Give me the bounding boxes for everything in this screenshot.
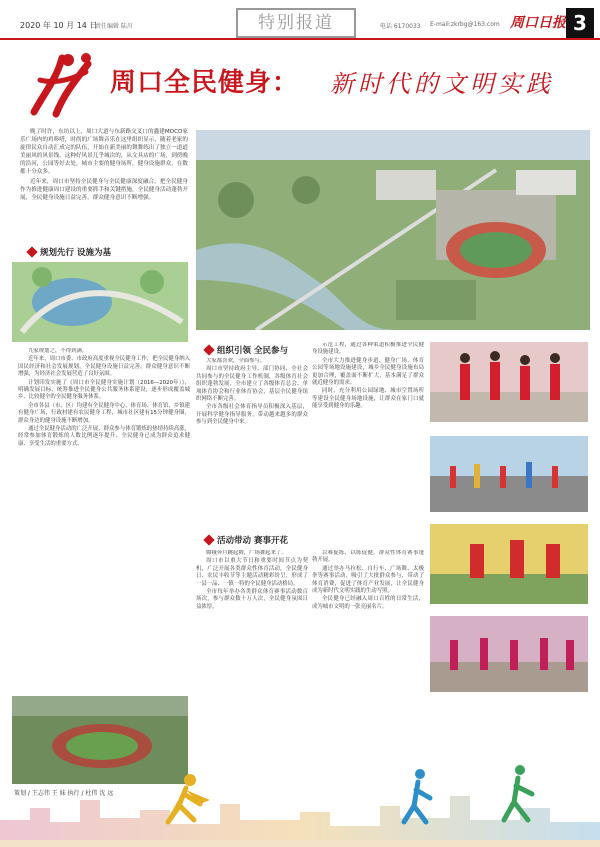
paragraph: 全市各级社会体育指导员积极深入基层，开展科学健身指导服务，带动越来越多的群众参与到全民健身中来。	[196, 404, 308, 426]
section-title: 特别报道	[236, 8, 356, 38]
intro-paragraph: 晚了时许，东坊以上，周口大道与东新路交叉口的鑫建MOCO家乐广场内的鸡哆嗒，时尚的广场舞音乐在这里组织显示，随着老家的旋律民众自动汇成完的队伍，开始在新美丽的舞舞练出了独立一道道美丽风的风景线。这种好风景几乎城次的，从文具店的广场，到傍晚的沿河，公园等好去处，城市主要的健身场所，健身设施群众，在数都十分众多。	[20, 129, 188, 175]
paragraph: 通过全民健身活动的广泛开展，群众参与体育锻炼的热情持续高涨，经常参加体育锻炼的人数比例逐年提升，全民健身已成为群众追求健康、享受生活的重要方式。	[18, 426, 190, 447]
paragraph: 嫦娥奔月跳起舞，广场舞起来了。	[206, 550, 287, 556]
article-column-left	[18, 348, 190, 692]
aerial-stadium-photo	[196, 130, 590, 330]
article-column-mid3	[196, 550, 308, 750]
planning-credit: 策划 / 王志伟 王 妹 执行 / 杜伟 沈 远	[14, 790, 114, 797]
dance-group-photo	[430, 342, 588, 422]
paragraph: 九家规划之，不得到满。	[28, 348, 88, 354]
article-column-mid2	[312, 342, 424, 528]
editor-credit: 责任编辑 陆川	[95, 23, 133, 30]
diamond-bullet-icon	[203, 534, 214, 545]
subhead-activity-text: 活动带动 赛事开花	[217, 536, 288, 546]
subhead-plan	[28, 246, 111, 258]
paragraph: 周口市以重大节日和重要时间节点为契机，广泛开展各类群众性体育活动，全民健身日、农民丰收节等主题活动精彩纷呈，形成了一县一品、一镇一特的全民健身活动格局。	[196, 558, 308, 587]
marathon-photo	[430, 436, 588, 512]
paragraph: 周口市坚持政府主导、部门协同、全社会共同参与的全民健身工作机制，各级体育社会组织蓬勃发展，全市建立了各级体育总会、单项体育协会和行业体育协会，基层全民健身组织网络不断完善。	[196, 366, 308, 403]
article-column-mid4	[312, 550, 424, 750]
paragraph: 全市大力推进健身步道、健身广场、体育公园等场地设施建设，城乡全民健身设施布局更加合理，覆盖面不断扩大，基本满足了群众就近健身的需求。	[312, 357, 424, 387]
paragraph: 全市各县（市、区）均建有全民健身中心、体育场、体育馆，乡镇建有健身广场，行政村建有农民健身工程，城市社区建有15分钟健身圈，群众身边的健身设施不断增加。	[18, 402, 190, 424]
intro-paragraph: 近年来，周口市坚持全民健身与全民健康深度融合，把全民健身作为推进健康周口建设的重要抓手和关键措施，全民健身活动蓬勃开展，全民健身设施日益完善，群众健身意识不断增强。	[20, 179, 188, 201]
paragraph: 大家都喜欢，全面参与。	[206, 358, 266, 364]
newspaper-name: 周口日报	[510, 15, 566, 31]
headline-sub: 新时代的文明实践	[330, 70, 554, 98]
page-header	[0, 0, 600, 40]
subhead-plan-text: 规划先行 设施为基	[40, 248, 111, 258]
paragraph: 计划印发实施了《周口市全民健身实施计划（2016—2020年）》，明确发展目标，统筹推进全民健身公共服务体系建设，逐步形成覆盖城乡、比较健全的全民健身服务体系。	[18, 379, 190, 401]
headline-main	[110, 62, 299, 99]
paragraph: 通过举办马拉松、自行车、广场舞、太极拳等赛事活动，吸引了大批群众参与，带动了体育消费，促进了体育产业发展，让全民健身成为新时代文明实践的生动写照。	[312, 565, 424, 595]
diamond-bullet-icon	[26, 246, 37, 257]
paragraph: 以赛促练，以练促健，群众性体育赛事蓬勃开展。	[312, 550, 424, 564]
headline-separator: ：	[272, 68, 300, 98]
article-column-mid1	[196, 358, 308, 528]
page-number: 3	[566, 8, 594, 38]
paragraph: 近年来，周口市委、市政府高度重视全民健身工作，把全民健身纳入国民经济和社会发展规划，全民健身设施日益完善，群众健身意识不断增强，为经济社会发展营造了良好氛围。	[18, 356, 190, 378]
paragraph: 全市每年举办各类群众体育赛事活动数百场次，参与群众数十万人次，全民健身氛围日益浓厚。	[196, 589, 308, 610]
running-figure-logo-icon	[26, 50, 96, 120]
paragraph: 示范工程，通过各种渠道积极推进全民健身设施建设。	[312, 342, 424, 356]
issue-date: 2020 年 10 月 14 日	[20, 21, 98, 30]
subhead-activity	[205, 534, 288, 546]
contact-email: E-mail:zkrbg@163.com	[430, 21, 500, 28]
paragraph: 全民健身已经融入周口百姓的日常生活，成为城市文明的一张亮丽名片。	[312, 596, 424, 610]
park-aerial-photo	[12, 262, 188, 342]
subhead-lead	[205, 344, 288, 356]
city-skyline-runners-banner	[0, 760, 600, 847]
square-dance-photo	[430, 616, 588, 692]
contact-phone: 电话 6170033	[380, 23, 421, 30]
subhead-lead-text: 组织引领 全民参与	[217, 346, 288, 356]
team-sports-photo	[430, 524, 588, 604]
headline-main-text: 周口全民健身	[110, 68, 273, 98]
paragraph: 同时，充分利用公园绿地、城市空置场所等建设全民健身场地设施，让群众在家门口就能享受到健身的乐趣。	[312, 388, 424, 410]
diamond-bullet-icon	[203, 344, 214, 355]
intro-text	[20, 128, 188, 204]
